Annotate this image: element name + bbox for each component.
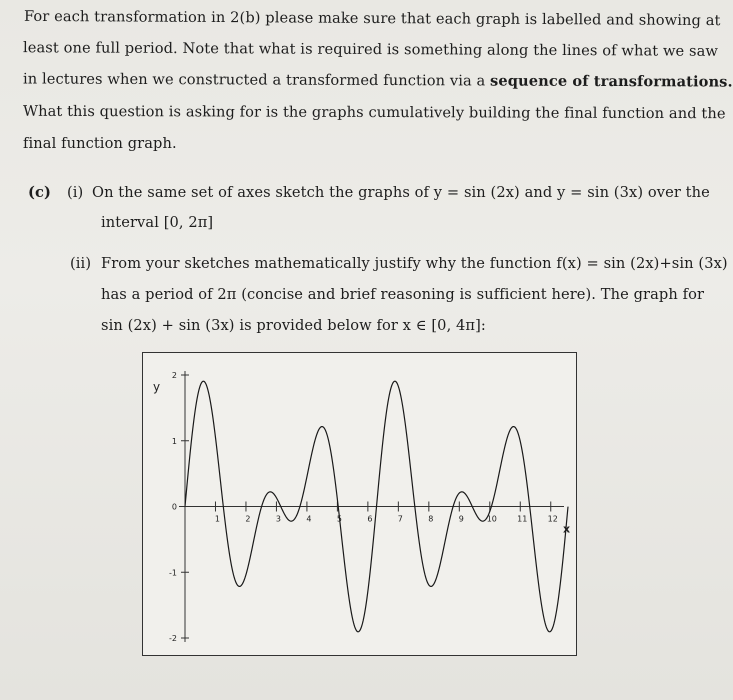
y-axis-label: y: [153, 380, 161, 394]
chart-svg: [143, 353, 576, 655]
intro-bold-phrase: sequence of transformations.: [490, 72, 733, 91]
x-tick-label: 5: [336, 514, 342, 524]
x-tick-label: 12: [547, 514, 558, 524]
part-c-ii-text-2: has a period of 2π (concise and brief reasoning is sufficient here). The graph for: [101, 286, 705, 303]
part-c-i-text-2: interval [0, 2π]: [101, 214, 214, 231]
x-tick-label: 9: [458, 514, 464, 524]
function-graph: [142, 352, 577, 656]
intro-line-1: For each transformation in 2(b) please make sure that each graph is labelled and showing at: [23, 7, 721, 30]
x-tick-label: 1: [214, 514, 221, 524]
x-tick-label: 10: [486, 514, 497, 524]
intro-line-3-text: in lectures when we constructed a transformed function via a: [22, 70, 491, 90]
intro-line-4: What this question is asking for is the graphs cumulatively building the final function and the: [22, 102, 726, 123]
intro-line-5: final function graph.: [23, 135, 177, 152]
x-tick-label: 2: [245, 514, 251, 524]
x-axis-label: x: [563, 522, 571, 536]
part-c-ii-text-3: sin (2x) + sin (3x) is provided below for x ∈ [0, 4π]:: [101, 317, 486, 334]
intro-line-2: least one full period. Note that what is required is something along the lines of what we saw: [22, 39, 719, 60]
y-tick-label: 2: [171, 371, 177, 380]
y-tick-label: -2: [169, 634, 177, 643]
x-tick-label: 7: [397, 514, 403, 524]
x-tick-label: 11: [517, 514, 528, 524]
part-c-ii-label: (ii): [70, 255, 92, 272]
part-c-i-text-1: On the same set of axes sketch the graphs of y = sin (2x) and y = sin (3x) over the: [92, 184, 710, 201]
y-tick-label: 0: [171, 502, 177, 512]
x-tick-label: 6: [367, 514, 373, 524]
intro-line-3: [23, 70, 733, 90]
x-tick-label: 4: [306, 514, 312, 524]
x-tick-label: 8: [428, 514, 434, 524]
part-c-i-label: (i): [67, 184, 84, 201]
y-tick-label: 1: [171, 436, 177, 446]
part-c-ii-text-1: From your sketches mathematically justify why the function f(x) = sin (2x)+sin (3x): [101, 255, 728, 272]
y-tick-label: -1: [169, 568, 177, 578]
x-tick-label: 3: [275, 514, 281, 524]
part-c-label: (c): [28, 184, 51, 201]
